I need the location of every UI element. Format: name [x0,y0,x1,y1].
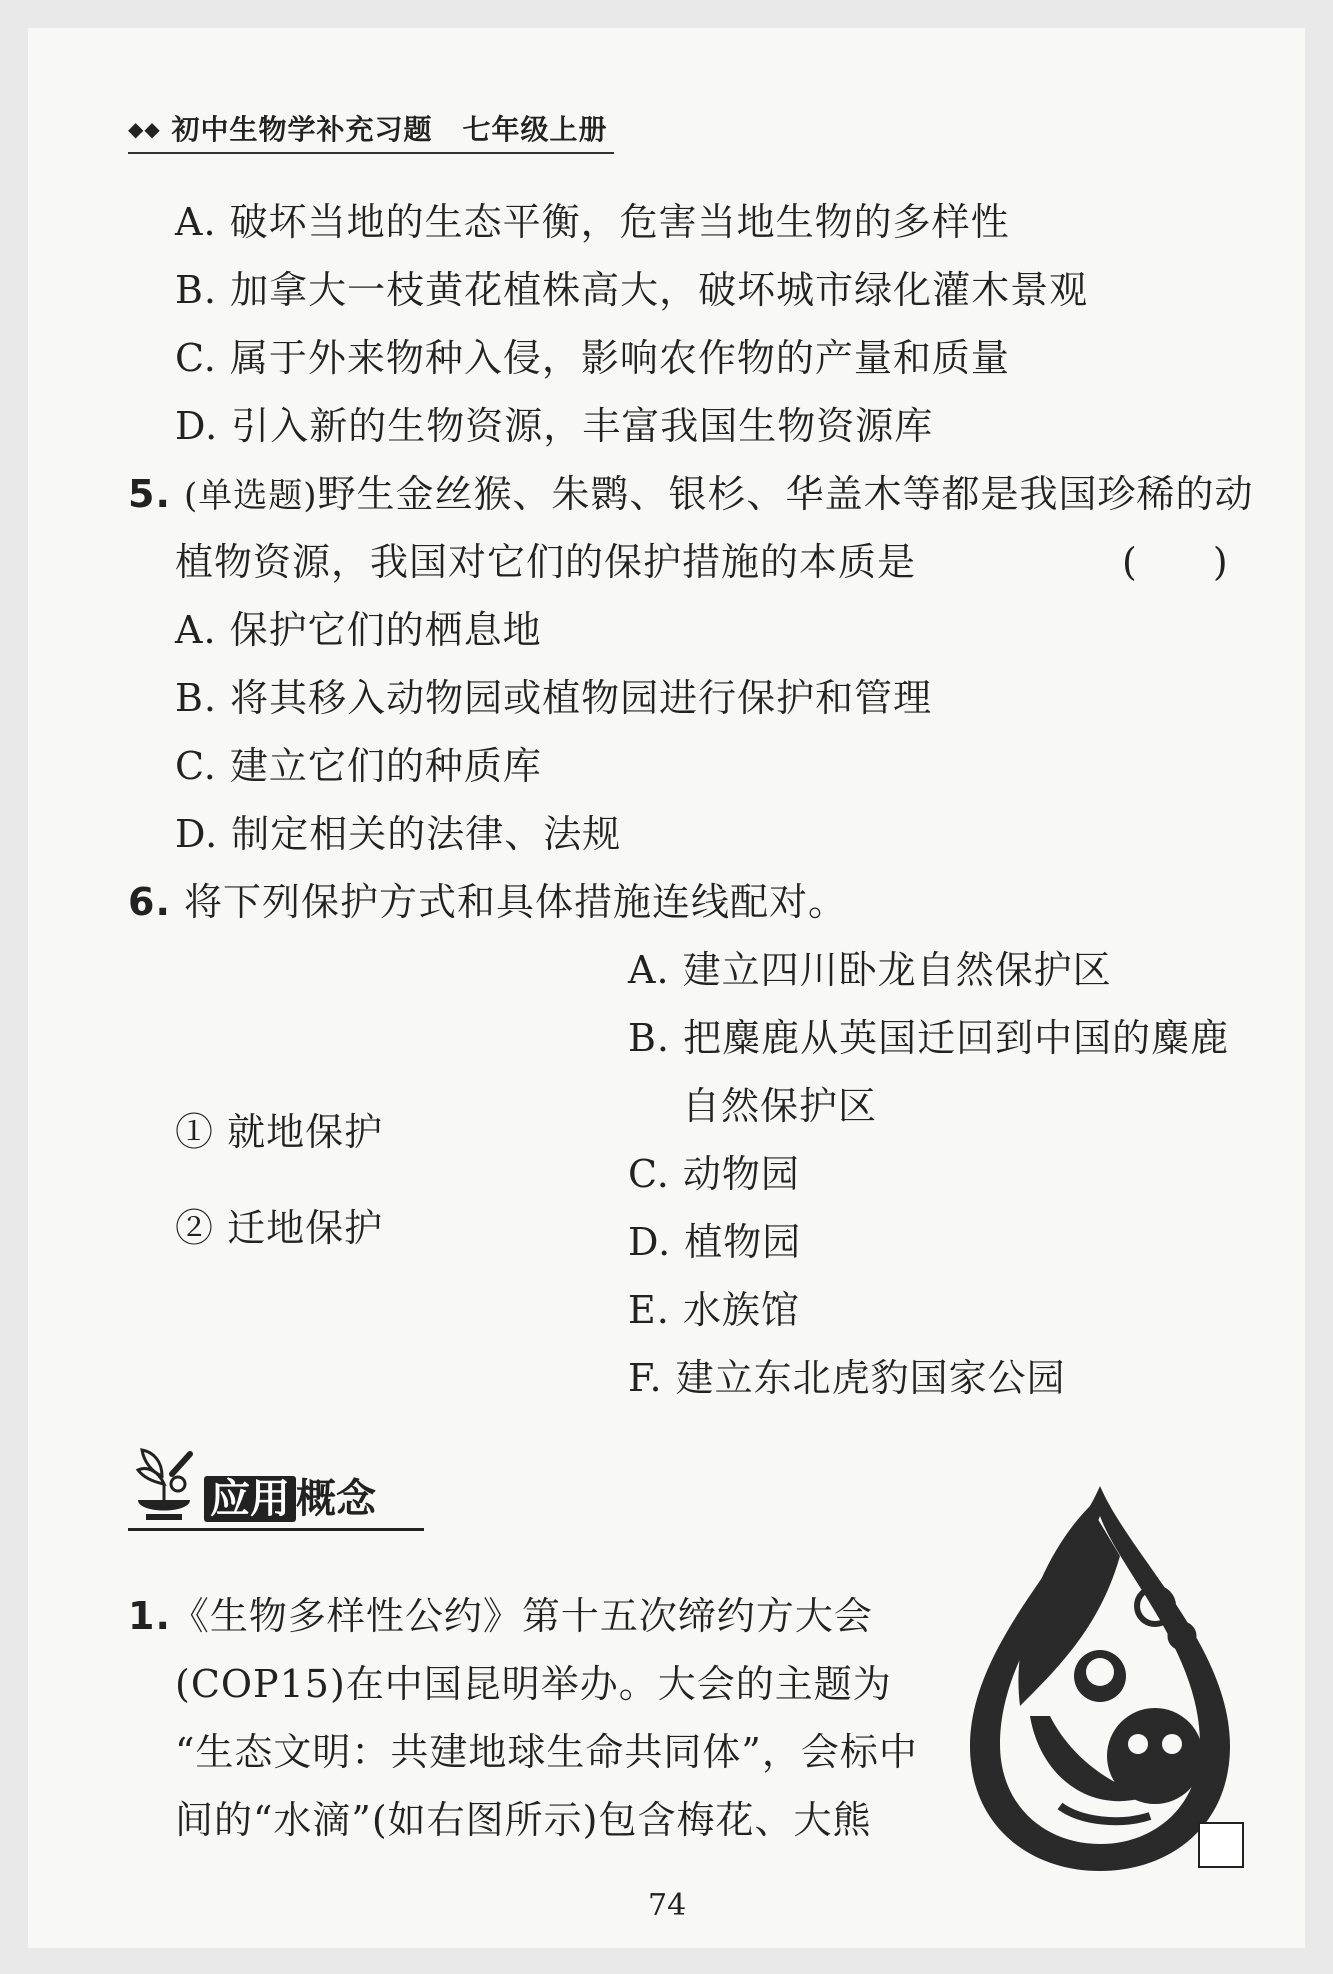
cop15-water-drop-emblem [950,1476,1250,1876]
header-title: 初中生物学补充习题 [171,113,433,146]
q4-option-b: B. 加拿大一枝黄花植株高大，破坏城市绿化灌木景观 [175,268,1089,312]
app-q1-line1 [128,1592,873,1640]
app-q1-number: 1. [128,1594,171,1638]
section-title-rest: 概念 [296,1476,376,1522]
q5-option-a: A. 保护它们的栖息地 [175,608,542,652]
q6-right-item-d: D. 植物园 [628,1220,802,1264]
app-q1-line3: “生态文明：共建地球生命共同体”，会标中 [175,1730,918,1774]
q6-left-item-2: ② 迁地保护 [175,1206,384,1250]
q4-option-a: A. 破坏当地的生态平衡，危害当地生物的多样性 [175,200,1010,244]
q6-number: 6. [128,880,171,924]
app-q1-line2: (COP15)在中国昆明举办。大会的主题为 [175,1662,892,1706]
page-number: 74 [648,1888,687,1923]
q5-option-d: D. 制定相关的法律、法规 [175,812,622,856]
q5-answer-blank[interactable]: ( ) [1122,540,1228,584]
q6-right-item-b: B. 把麋鹿从英国迁回到中国的麋鹿 [628,1016,1230,1060]
section-rule [128,1528,424,1531]
q6-stem [128,878,847,926]
header-rule [128,152,614,154]
q6-right-item-a: A. 建立四川卧龙自然保护区 [628,948,1112,992]
section-title [204,1474,376,1524]
q5-stem-text1: 野生金丝猴、朱鹮、银杉、华盖木等都是我国珍稀的动 [317,472,1254,516]
q6-right-item-f: F. 建立东北虎豹国家公园 [628,1356,1066,1400]
q5-stem-line2: 植物资源，我国对它们的保护措施的本质是 [175,540,917,584]
q5-stem-line1 [128,470,1254,520]
q5-option-b: B. 将其移入动物园或植物园进行保护和管理 [175,676,933,720]
q6-left-item-1: ① 就地保护 [175,1110,384,1154]
q5-type-tag: (单选题) [183,476,318,516]
q6-right-item-b-cont: 自然保护区 [682,1084,878,1128]
section-title-boxed: 应用 [204,1476,296,1522]
microscope-plant-icon [128,1440,200,1524]
header-grade: 七年级上册 [462,113,608,146]
app-q1-line4: 间的“水滴”(如右图所示)包含梅花、大熊 [175,1798,872,1842]
q6-right-item-c: C. 动物园 [628,1152,800,1196]
diamond-icon: ◆◆ [128,117,161,141]
seal-stamp [1198,1822,1244,1868]
running-header [128,108,608,148]
q6-stem-text: 将下列保护方式和具体措施连线配对。 [183,880,847,924]
q5-option-c: C. 建立它们的种质库 [175,744,542,788]
q6-right-item-e: E. 水族馆 [628,1288,800,1332]
q5-number: 5. [128,472,171,516]
q4-option-c: C. 属于外来物种入侵，影响农作物的产量和质量 [175,336,1010,380]
q4-option-d: D. 引入新的生物资源，丰富我国生物资源库 [175,404,934,448]
app-q1-text1: 《生物多样性公约》第十五次缔约方大会 [170,1594,873,1638]
